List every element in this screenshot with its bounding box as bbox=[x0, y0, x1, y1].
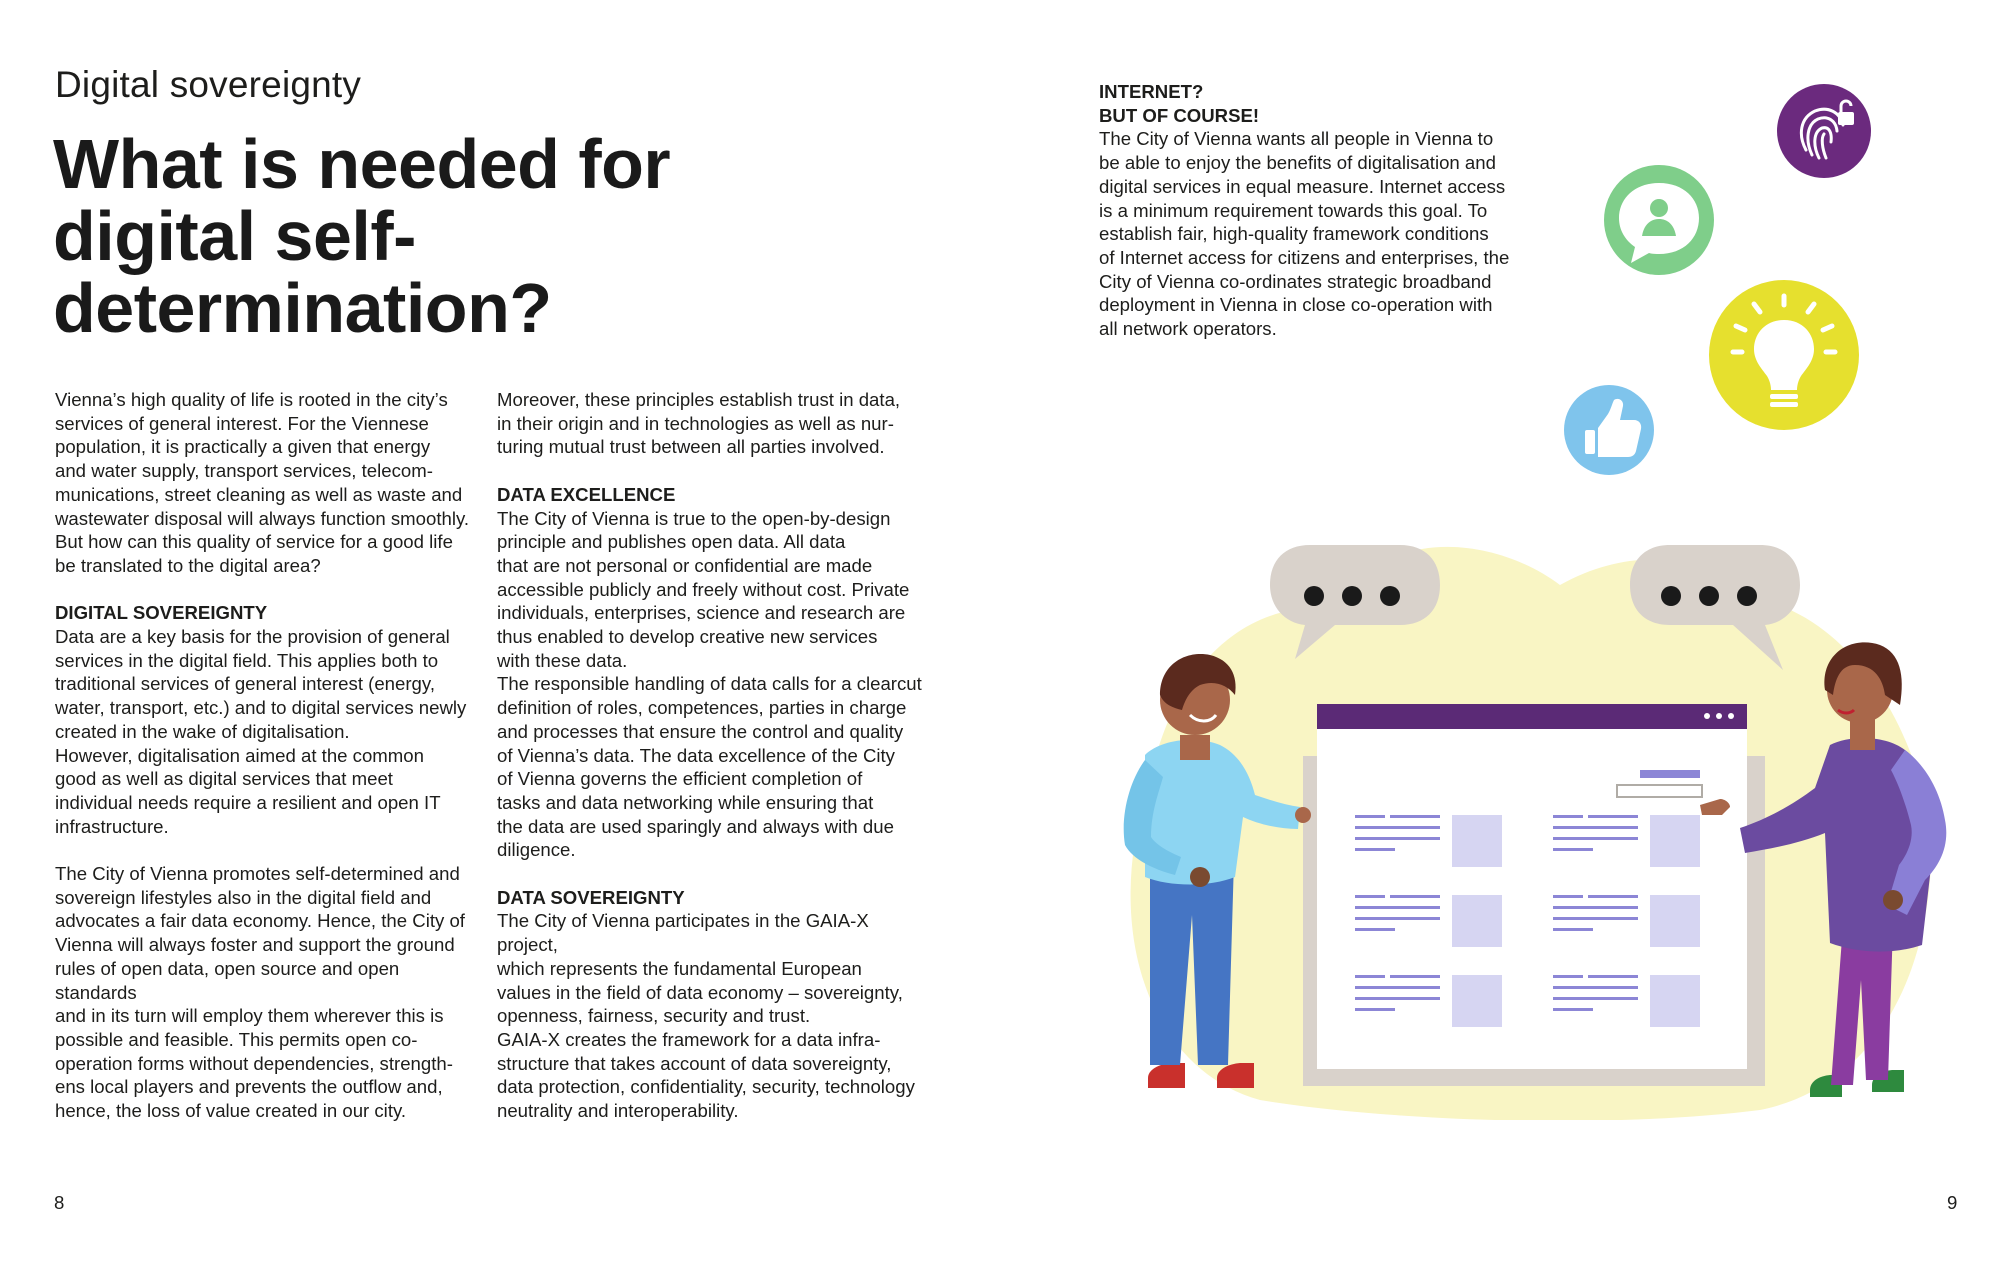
section-kicker: Digital sovereignty bbox=[55, 64, 362, 105]
lightbulb-icon bbox=[1709, 280, 1859, 430]
page-number-right: 9 bbox=[1947, 1192, 1958, 1213]
data-excellence-body: The City of Vienna is true to the open-by-design principle and publishes open data. All data that are not personal or confidential are made accessible publicly and freely without cost. Private individuals, enterprises, science and research are thus enabled to develop creative new services with these data. The responsible handling of data calls for a clearcut definition of roles, competences, parties in charge and processes that ensure the control and quality of Vienna’s data. The data excellence of the City of Vienna governs the efficient completion of tasks and data networking while ensuring that the data are used sparingly and always with due diligence. bbox=[497, 507, 922, 861]
fingerprint-lock-icon bbox=[1777, 84, 1871, 178]
left-column bbox=[55, 388, 480, 1146]
intro-paragraph: Vienna’s high quality of life is rooted in the city’s services of general interest. For the Viennese population, it is practically a given that energy and water supply, transport services, telecom- munications, street cleaning as well as waste and wastewater disposal will always function smoothly. But how can this quality of service for a good life be translated to the digital area? bbox=[55, 389, 470, 576]
illustration bbox=[1090, 60, 1970, 1120]
browser-window bbox=[1303, 704, 1765, 1086]
data-sovereignty-heading: DATA SOVEREIGNTY bbox=[497, 886, 685, 908]
digital-sovereignty-body-2: The City of Vienna promotes self-determined and sovereign lifestyles also in the digital field and advocates a fair data economy. Hence, the City of Vienna will always foster and support the ground rules of open data, open source and open standards and in its turn will employ them wherever this is possible and feasible. This permits open co- operation forms without dependencies, strength- ens local players and prevents the outflow and, hence, the loss of value created in our city. bbox=[55, 863, 465, 1122]
digital-sovereignty-heading: DIGITAL SOVEREIGNTY bbox=[55, 602, 268, 624]
page-headline: What is needed for digital self-determination? bbox=[53, 125, 671, 347]
trust-paragraph: Moreover, these principles establish trust in data, in their origin and in technologies as well as nur- turing mutual trust between all parties involved. bbox=[497, 389, 901, 458]
data-excellence-heading: DATA EXCELLENCE bbox=[497, 483, 676, 505]
user-chat-icon bbox=[1604, 165, 1714, 275]
internet-body: The City of Vienna wants all people in Vienna to be able to enjoy the benefits of digitalisation and digital services in equal measure. Internet access is a minimum requirement towards this goal. To establish fair, high-quality framework conditions of Internet access for citizens and enterprises, the City of Vienna co-ordinates strategic broadband deployment in Vienna in close co-operation with all network operators. bbox=[1099, 128, 1510, 340]
data-sovereignty-body: The City of Vienna participates in the GAIA-X project, which represents the fundamental European values in the field of data economy – sovereignty, openness, fairness, security and trust. GAIA-X creates the framework for a data infra- structure that takes account of data sovereignty, data protection, confidentiality, security, technology neutrality and interoperability. bbox=[497, 910, 915, 1122]
digital-sovereignty-body: Data are a key basis for the provision of general services in the digital field. This applies both to traditional services of general interest (energy, water, transport, etc.) and to digital services newly created in the wake of digitalisation. However, digitalisation aimed at the common good as well as digital services that meet individual needs require a resilient and open IT infrastructure. bbox=[55, 626, 467, 837]
middle-column bbox=[497, 388, 927, 1146]
page-number-left: 8 bbox=[54, 1192, 65, 1213]
thumbs-up-icon bbox=[1564, 385, 1654, 475]
internet-heading: INTERNET? BUT OF COURSE! bbox=[1099, 81, 1260, 126]
